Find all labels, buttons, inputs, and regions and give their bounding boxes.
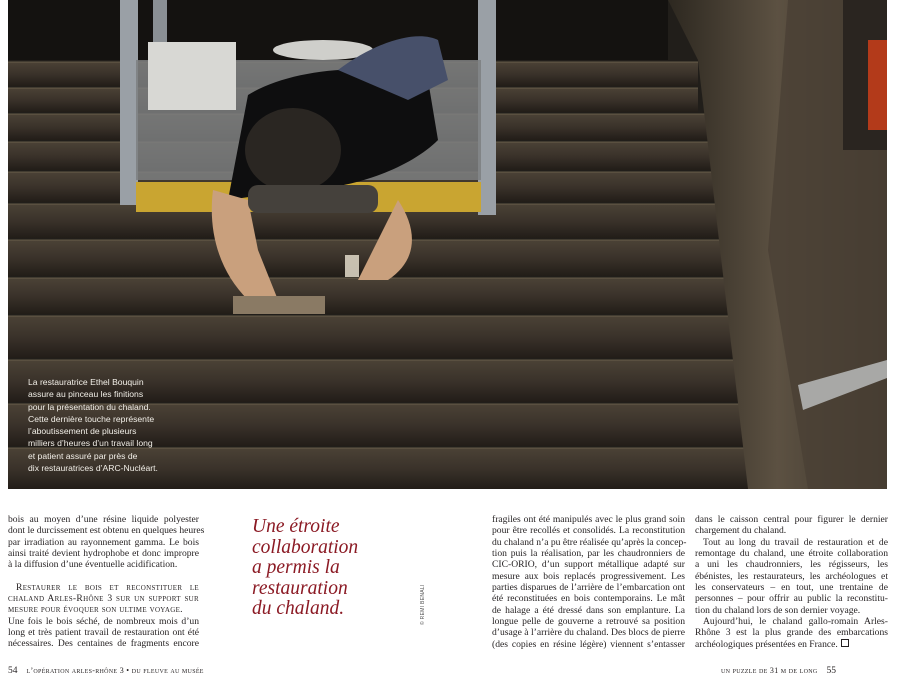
body-line: été reconstituées en bois contemporains. Le mât bbox=[492, 593, 685, 605]
photo-credit: © REMI BENALI bbox=[420, 584, 426, 625]
body-line: dans le caisson central pour figurer le dernier bbox=[695, 514, 888, 525]
body-line: Tout au long du travail de restauration et de bbox=[703, 536, 888, 548]
running-title-left: l’opération arles-rhône 3 • du fleuve au musée bbox=[26, 666, 204, 675]
running-title-right: un puzzle de 31 m de long bbox=[721, 666, 818, 675]
body-line: tion puis la réalisation, par les chaudronniers de bbox=[492, 548, 685, 560]
body-line: de halage a été dressé dans son emplanture. La bbox=[492, 604, 685, 616]
text-column-3 bbox=[492, 514, 685, 650]
body-line: Une fois le bois séché, de nombreux mois d’un bbox=[8, 615, 199, 627]
footer-right bbox=[721, 666, 836, 676]
caption-line: dix restauratrices d’ARC-Nucléart. bbox=[28, 463, 158, 474]
body-line: fragiles ont été manipulés avec le plus grand soin bbox=[492, 514, 685, 525]
end-mark-icon bbox=[841, 639, 849, 647]
body-line: les conservateurs – en tout, une trentaine de bbox=[695, 582, 888, 594]
body-line: archéologiques présentées en France. bbox=[695, 638, 838, 650]
photo-caption bbox=[28, 376, 178, 474]
caption-line: et patient assuré par près de bbox=[28, 450, 138, 461]
page-number-right: 55 bbox=[826, 666, 836, 676]
body-line: CIC-ORIO, d’un support métallique adapté sur bbox=[492, 559, 685, 571]
text-column-4 bbox=[695, 514, 888, 650]
section-lead-line: mesure pour évoquer son ultime voyage. bbox=[8, 604, 183, 616]
caption-line: assure au pinceau les finitions bbox=[28, 389, 144, 400]
body-line: Aujourd’hui, le chaland gallo-romain Arles- bbox=[703, 616, 888, 628]
main-photo bbox=[8, 0, 887, 489]
body-line-end bbox=[695, 639, 888, 650]
caption-line: l’aboutissement de plusieurs bbox=[28, 426, 137, 437]
body-line: nécessaires. Des centaines de fragments encore bbox=[8, 638, 199, 650]
body-line: Rhône 3 est la plus grande des embarcations bbox=[695, 627, 888, 639]
section-lead-line: chaland Arles-Rhône 3 sur un support sur bbox=[8, 593, 199, 605]
body-line: par irradiation au rayonnement gamma. Le bois bbox=[8, 536, 199, 548]
body-line: longue pelle de gouverne a retrouvé sa position bbox=[492, 616, 685, 628]
section-lead-line: Restaurer le bois et reconstituer le bbox=[16, 581, 199, 593]
text-column-1 bbox=[8, 514, 205, 650]
body-line: mesure aux bois replacés progressivement. Les bbox=[492, 570, 685, 582]
footer-left bbox=[8, 666, 204, 676]
body-line: du chaland n’a pu être réalisée qu’après la concep- bbox=[492, 536, 687, 548]
body-line: parties disparues de l’arrière de l’embarcation ont bbox=[492, 582, 685, 594]
caption-line: milliers d’heures d’un travail long bbox=[28, 438, 153, 449]
caption-line: Cette dernière touche représente bbox=[28, 413, 155, 424]
body-line: (des copies en résine légère) viennent s’entasser bbox=[492, 638, 685, 650]
body-line: d’usage à l’arrière du chaland. Des blocs de pierre bbox=[492, 627, 685, 639]
body-line: tion du chaland lors de son dernier voyage. bbox=[695, 604, 861, 616]
pull-quote-line: Une étroite bbox=[252, 516, 340, 537]
body-line: bois au moyen d’une résine liquide polyester bbox=[8, 514, 199, 525]
page-number-left: 54 bbox=[8, 666, 18, 676]
body-line: ainsi traité devient hydrophobe et donc impropre bbox=[8, 548, 199, 560]
body-line: dont le durcissement est obtenu en quelques heures bbox=[8, 525, 205, 537]
body-line: remontage du chaland, une étroite collaboration bbox=[695, 548, 888, 560]
body-line: à la diffusion d’une éventuelle acidification. bbox=[8, 559, 178, 571]
body-line: chargement du chaland. bbox=[695, 525, 787, 537]
body-line: long et très patient travail de restauration ont été bbox=[8, 627, 199, 639]
body-line: pour être recollés et consolidés. La reconstitution bbox=[492, 525, 685, 537]
pull-quote-line: collaboration bbox=[252, 536, 359, 558]
pull-quote bbox=[252, 517, 402, 620]
body-line: personnes – pour offrir au public la reconstitu- bbox=[695, 593, 888, 605]
caption-line: La restauratrice Ethel Bouquin bbox=[28, 377, 144, 387]
body-line: a uni les chaudronniers, les régisseurs, les bbox=[695, 559, 888, 571]
pull-quote-line: a permis la bbox=[252, 557, 340, 578]
pull-quote-line: du chaland. bbox=[252, 598, 345, 619]
pull-quote-line: restauration bbox=[252, 577, 348, 599]
body-line: ébénistes, les restaurateurs, les archéologues et bbox=[695, 570, 888, 582]
caption-line: pour la présentation du chaland. bbox=[28, 401, 151, 412]
